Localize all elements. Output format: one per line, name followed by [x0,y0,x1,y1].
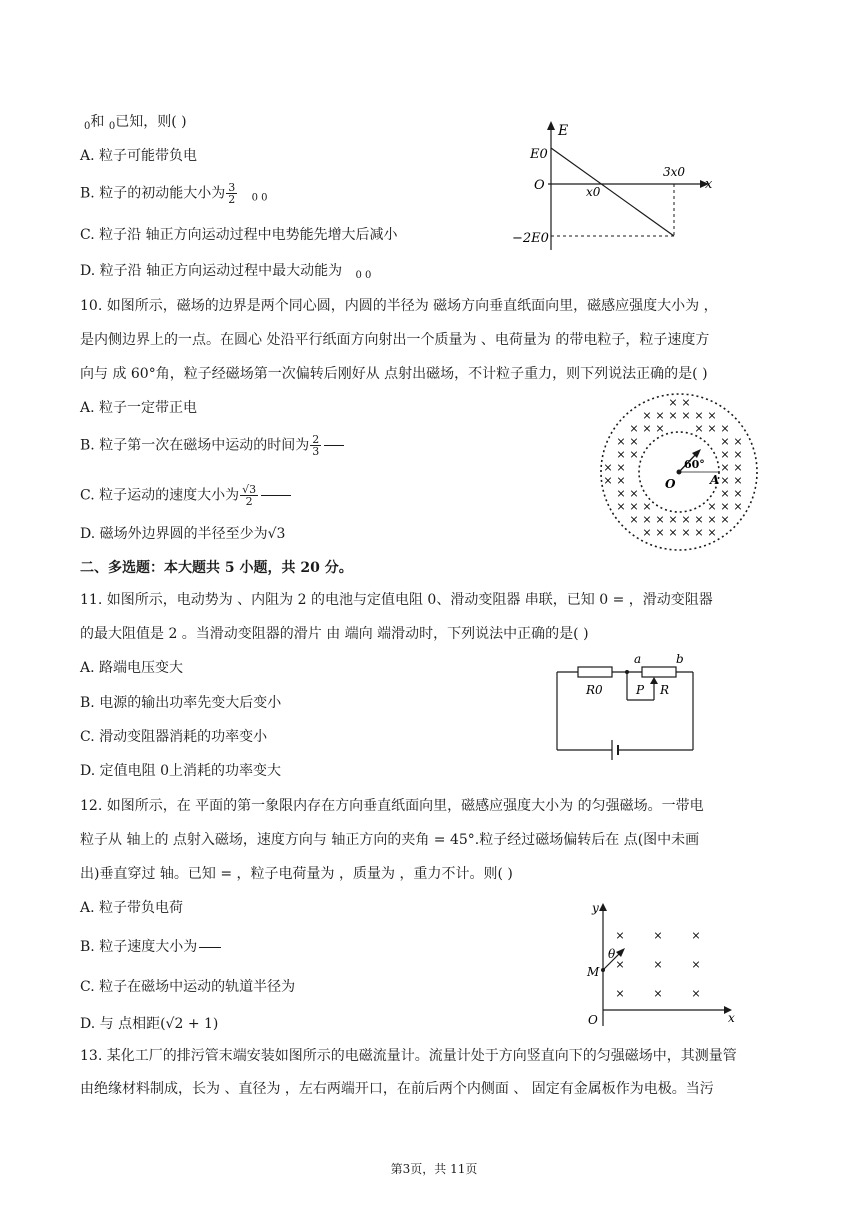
field-cross-mark: × [720,500,730,513]
field-cross-mark: × [642,422,652,435]
field-cross-mark: × [681,526,691,539]
field-cross-mark: × [668,526,678,539]
q11-label-r0: R0 [586,683,603,697]
field-cross-mark: × [668,409,678,422]
field-cross-mark: × [733,500,743,513]
field-cross-mark: × [616,487,626,500]
q13-line1: 13. 某化工厂的排污管末端安装如图所示的电磁流量计。流量计处于方向竖直向下的匀强磁场中，其测量管 [80,1048,737,1064]
field-cross-mark: × [707,513,717,526]
q9-graph-x0: x0 [586,185,601,199]
q9-graph-line [551,148,674,236]
q9-graph-ylabel: E [558,123,569,139]
q11-option-d: D. 定值电阻 0上消耗的功率变大 [80,763,281,779]
field-cross-mark: × [681,396,691,409]
field-cross-mark: × [691,929,701,942]
field-cross-mark: × [694,526,704,539]
field-cross-mark: × [681,513,691,526]
field-cross-mark: × [694,513,704,526]
field-cross-mark: × [691,987,701,1000]
field-cross-mark: × [616,448,626,461]
field-cross-mark: × [668,513,678,526]
field-cross-mark: × [629,500,639,513]
field-cross-mark: × [629,448,639,461]
q9-stem: $_0$和 $_0$已知，则( ) [84,114,187,132]
q12-option-a: A. 粒子带负电荷 [80,900,184,916]
field-cross-mark: × [642,409,652,422]
section-heading-multiple-choice: 二、多选题：本大题共 5 小题，共 20 分。 [80,560,353,576]
q10-point-a-label: A [710,473,720,487]
field-cross-mark: × [733,448,743,461]
page-footer: 第3页，共 11页 [390,1162,478,1176]
q9-option-a: A. 粒子可能带负电 [80,148,198,164]
field-cross-mark: × [707,500,717,513]
q10-option-a: A. 粒子一定带正电 [80,400,198,416]
q11-line2: 的最大阻值是 2 。当滑动变阻器的滑片 由 端向 端滑动时，下列说法中正确的是( ) [80,626,589,642]
field-cross-mark: × [707,526,717,539]
q11-label-p: P [636,683,645,697]
field-cross-mark: × [642,526,652,539]
q10-line1: 10. 如图所示，磁场的边界是两个同心圆，内圆的半径为 磁场方向垂直纸面向里，磁感应强度大小为 ， [80,298,718,314]
q9-field-graph [508,118,728,258]
field-cross-mark: × [733,474,743,487]
field-cross-mark: × [707,422,717,435]
q10-option-c: C. 粒子运动的速度大小为 $\frac{√3}{2}$ [80,484,291,507]
q12-x-label: x [728,1011,735,1025]
field-cross-mark: × [629,487,639,500]
q11-line1: 11. 如图所示，电动势为 、内阻为 2 的电池与定值电阻 0、滑动变阻器 串联，已知 0 = ，滑动变阻器 [80,592,713,608]
field-cross-mark: × [616,474,626,487]
q12-option-d: D. 与 点相距(√2 + 1) [80,1016,219,1032]
field-cross-mark: × [655,409,665,422]
q9-option-c: C. 粒子沿 轴正方向运动过程中电势能先增大后减小 [80,227,398,243]
q10-option-d: D. 磁场外边界圆的半径至少为√3 [80,526,286,542]
field-cross-mark: × [642,500,652,513]
field-cross-mark: × [720,435,730,448]
q12-line1: 12. 如图所示，在 平面的第一象限内存在方向垂直纸面向里，磁感应强度大小为 的匀强磁场。一带电 [80,798,704,814]
field-cross-mark: × [603,461,613,474]
field-cross-mark: × [616,461,626,474]
field-cross-mark: × [655,422,665,435]
q11-label-r: R [660,683,670,697]
field-cross-mark: × [720,448,730,461]
q11-label-a: a [634,652,642,666]
q10-center-label: O [665,477,676,491]
field-cross-mark: × [615,958,625,971]
q11-option-b: B. 电源的输出功率先变大后变小 [80,695,282,711]
q11-circuit-diagram [552,652,702,770]
q10-angle-label: 60° [684,458,705,471]
field-cross-mark: × [616,500,626,513]
field-cross-mark: × [603,474,613,487]
q10-line2: 是内侧边界上的一点。在圆心 处沿平行纸面方向射出一个质量为 、电荷量为 的带电粒子，粒子速度方 [80,332,710,348]
q10-line3: 向与 成 60°角，粒子经磁场第一次偏转后刚好从 点射出磁场，不计粒子重力，则下列说法正确的是( ) [80,366,708,382]
q11-label-b: b [676,652,684,666]
field-cross-mark: × [629,513,639,526]
q13-line2: 由绝缘材料制成，长为 、直径为 ，左右两端开口，在前后两个内侧面 、 固定有金属板作为电极。当污 [80,1081,714,1097]
q11-option-c: C. 滑动变阻器消耗的功率变小 [80,729,268,745]
q12-line2: 粒子从 轴上的 点射入磁场，速度方向与 轴正方向的夹角 = 45°.粒子经过磁场偏转后在 点(图中未画 [80,832,700,848]
field-cross-mark: × [720,474,730,487]
q9-graph-3x0: 3x0 [663,165,686,179]
q10-option-b: B. 粒子第一次在磁场中运动的时间为 $\frac{2}{3}$ [80,434,344,457]
field-cross-mark: × [694,409,704,422]
q10-concentric-field [598,392,760,552]
field-cross-mark: × [733,461,743,474]
q9-graph-neg2e0: −2E0 [512,231,549,246]
field-cross-mark: × [707,409,717,422]
q9-graph-e0: E0 [530,147,548,162]
field-cross-mark: × [720,513,730,526]
field-cross-mark: × [733,487,743,500]
q12-option-b: B. 粒子速度大小为 [80,937,221,957]
q9-option-d: D. 粒子沿 轴正方向运动过程中最大动能为 $_{0 0}$ [80,263,372,281]
q12-option-c: C. 粒子在磁场中运动的轨道半径为 [80,979,296,995]
q9-graph-xlabel: x [705,177,713,192]
q12-y-label: y [592,901,599,915]
field-cross-mark: × [653,987,663,1000]
q11-option-a: A. 路端电压变大 [80,660,184,676]
q9-graph-origin: O [534,178,545,193]
field-cross-mark: × [720,461,730,474]
field-cross-mark: × [615,987,625,1000]
q12-quadrant-field [584,898,744,1032]
field-cross-mark: × [655,526,665,539]
field-cross-mark: × [629,422,639,435]
field-cross-mark: × [694,422,704,435]
field-cross-mark: × [616,435,626,448]
field-cross-mark: × [691,958,701,971]
field-cross-mark: × [681,409,691,422]
q12-theta-label: θ [608,947,616,961]
field-cross-mark: × [720,487,730,500]
q11-resistor-r0 [578,667,612,677]
field-cross-mark: × [655,513,665,526]
field-cross-mark: × [733,435,743,448]
field-cross-mark: × [668,396,678,409]
field-cross-mark: × [615,929,625,942]
q11-rheostat [642,667,676,677]
field-cross-mark: × [642,513,652,526]
field-cross-mark: × [629,435,639,448]
q9-option-b: B. 粒子的初动能大小为 $\frac{3}{2}$ $_{0 0}$ [80,181,268,206]
field-cross-mark: × [720,422,730,435]
field-cross-mark: × [653,929,663,942]
q12-line3: 出)垂直穿过 轴。已知 = ，粒子电荷量为 ，质量为 ，重力不计。则( ) [80,866,513,882]
q12-m-label: M [587,965,600,979]
field-cross-mark: × [653,958,663,971]
q12-origin-label: O [588,1013,598,1027]
